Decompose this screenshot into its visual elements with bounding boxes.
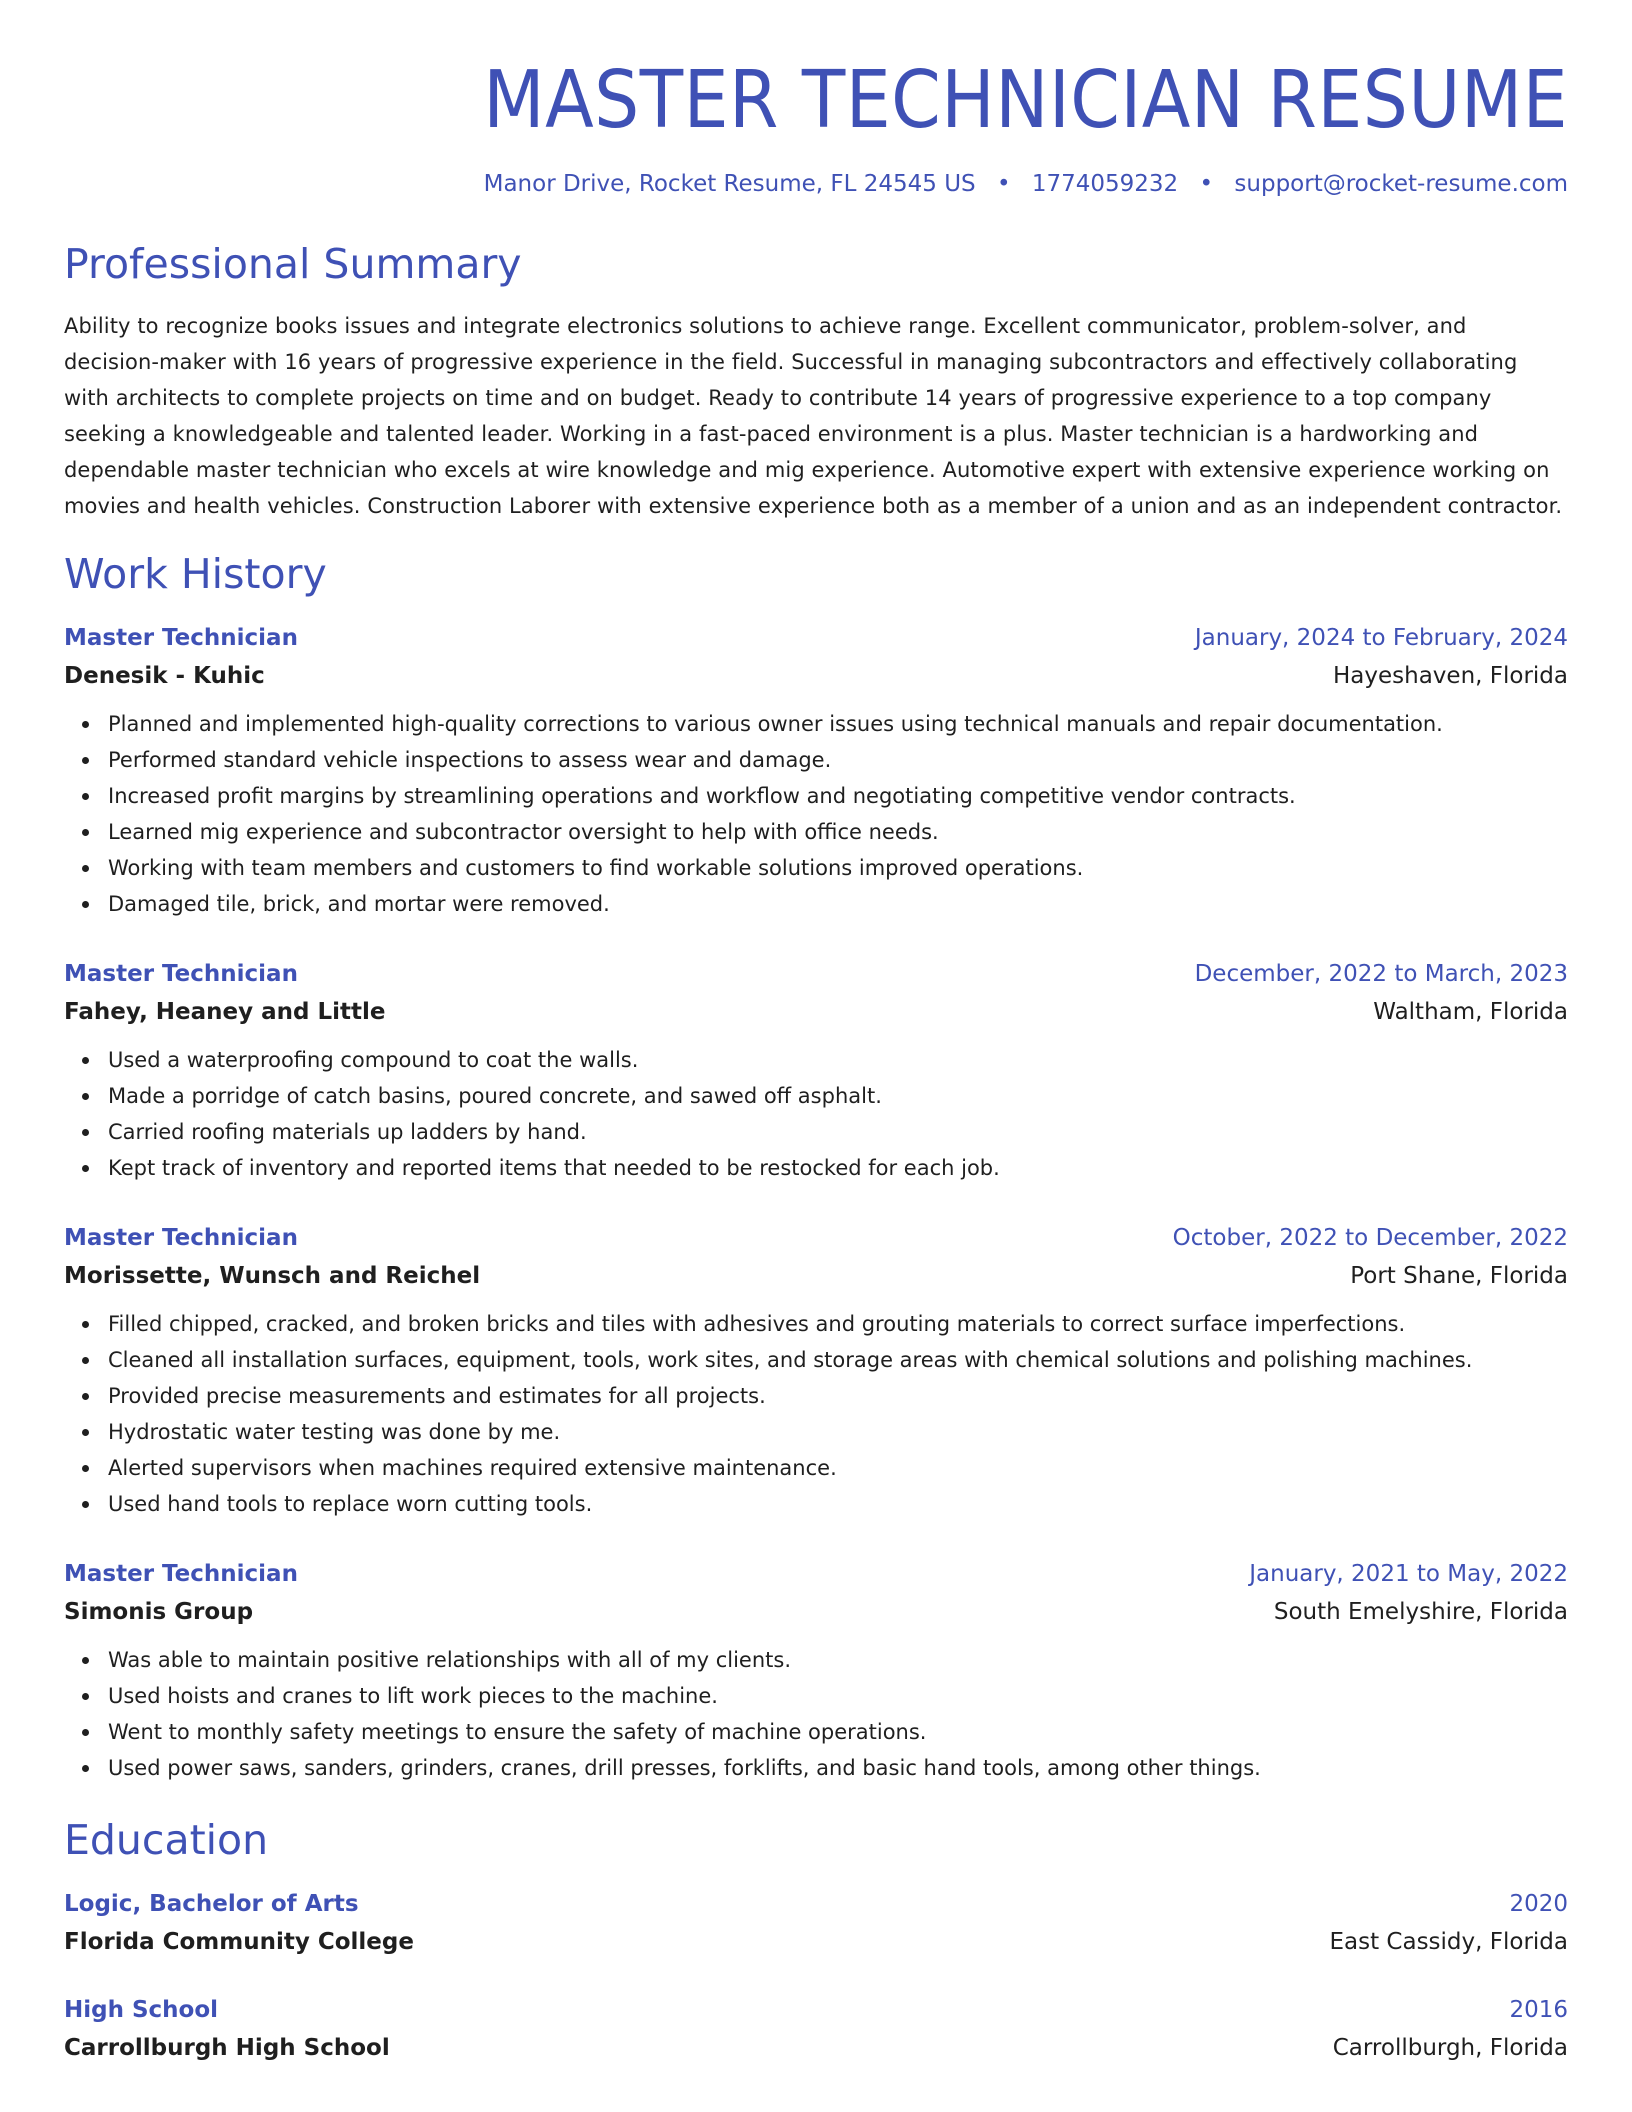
job-bullet: Used power saws, sanders, grinders, cranes, drill presses, forklifts, and basic hand tools, among other things. [108, 1750, 1568, 1786]
job-entry [64, 956, 1568, 1186]
job-bullet: Made a porridge of catch basins, poured concrete, and sawed off asphalt. [108, 1078, 1568, 1114]
job-bullet: Provided precise measurements and estimates for all projects. [108, 1378, 1568, 1414]
contact-email[interactable]: support@rocket-resume.com [1234, 171, 1568, 197]
education-year: 2020 [1509, 1891, 1568, 1917]
job-role: Master Technician [64, 961, 298, 987]
contact-line [64, 168, 1568, 200]
job-location: Waltham, Florida [1373, 999, 1568, 1025]
contact-phone: 1774059232 [1031, 171, 1179, 197]
job-entry [64, 1220, 1568, 1522]
job-location: South Emelyshire, Florida [1273, 1599, 1568, 1625]
job-role: Master Technician [64, 1225, 298, 1251]
job-bullet: Carried roofing materials up ladders by hand. [108, 1114, 1568, 1150]
job-bullet: Increased profit margins by streamlining operations and workflow and negotiating competitive vendor contracts. [108, 778, 1568, 814]
job-role: Master Technician [64, 1561, 298, 1587]
job-bullet: Planned and implemented high-quality corrections to various owner issues using technical manuals and repair documentation. [108, 706, 1568, 742]
job-bullet: Went to monthly safety meetings to ensure the safety of machine operations. [108, 1714, 1568, 1750]
job-dates: December, 2022 to March, 2023 [1194, 961, 1568, 987]
education-degree: Logic, Bachelor of Arts [64, 1891, 359, 1917]
job-bullets [64, 1642, 1568, 1786]
education-degree: High School [64, 1997, 219, 2023]
summary-text: Ability to recognize books issues and integrate electronics solutions to achieve range. Excellent communicator, problem-solver, and decision-maker with 16 years of progressive experience in the field. Successful in managing subcontractors and effectively collaborating with architects to complete projects on time and on budget. Ready to contribute 14 years of progressive experience to a top company seeking a knowledgeable and talented leader. Working in a fast-paced environment is a plus. Master technician is a hardworking and dependable master technician who excels at wire knowledge and mig experience. Automotive expert with extensive experience working on movies and health vehicles. Construction Laborer with extensive experience both as a member of a union and as an independent contractor. [64, 314, 1563, 518]
job-bullet: Performed standard vehicle inspections to assess wear and damage. [108, 742, 1568, 778]
job-company: Denesik - Kuhic [64, 663, 265, 689]
contact-address: Manor Drive, Rocket Resume, FL 24545 US [483, 171, 976, 197]
job-bullet: Was able to maintain positive relationships with all of my clients. [108, 1642, 1568, 1678]
job-dates: October, 2022 to December, 2022 [1172, 1225, 1568, 1251]
job-bullet: Used a waterproofing compound to coat the walls. [108, 1042, 1568, 1078]
job-bullet: Working with team members and customers to find workable solutions improved operations. [108, 850, 1568, 886]
job-bullet: Kept track of inventory and reported items that needed to be restocked for each job. [108, 1150, 1568, 1186]
education-location: Carrollburgh, Florida [1332, 2035, 1568, 2061]
work-history-heading: Work History [64, 550, 327, 598]
education-entry [64, 1992, 1568, 2068]
job-bullet: Used hoists and cranes to lift work pieces to the machine. [108, 1678, 1568, 1714]
job-bullet: Damaged tile, brick, and mortar were removed. [108, 886, 1568, 922]
education-school: Carrollburgh High School [64, 2035, 390, 2061]
job-bullet: Filled chipped, cracked, and broken bricks and tiles with adhesives and grouting materials to correct surface imperfections. [108, 1306, 1568, 1342]
job-bullet: Learned mig experience and subcontractor oversight to help with office needs. [108, 814, 1568, 850]
job-bullets [64, 1306, 1568, 1522]
job-company: Morissette, Wunsch and Reichel [64, 1263, 481, 1289]
job-entry [64, 620, 1568, 922]
education-school: Florida Community College [64, 1929, 414, 1955]
job-dates: January, 2024 to February, 2024 [1194, 625, 1568, 651]
resume-page [64, 0, 1568, 2068]
job-bullets [64, 1042, 1568, 1186]
resume-title: MASTER TECHNICIAN RESUME [483, 54, 1569, 146]
job-location: Port Shane, Florida [1350, 1263, 1568, 1289]
job-role: Master Technician [64, 625, 298, 651]
job-bullet: Used hand tools to replace worn cutting tools. [108, 1486, 1568, 1522]
contact-separator: • [1199, 171, 1214, 197]
job-company: Simonis Group [64, 1599, 254, 1625]
job-bullet: Hydrostatic water testing was done by me. [108, 1414, 1568, 1450]
education-entry [64, 1886, 1568, 1962]
job-dates: January, 2021 to May, 2022 [1249, 1561, 1568, 1587]
job-location: Hayeshaven, Florida [1333, 663, 1568, 689]
education-location: East Cassidy, Florida [1329, 1929, 1568, 1955]
contact-separator: • [996, 171, 1011, 197]
job-bullet: Alerted supervisors when machines required extensive maintenance. [108, 1450, 1568, 1486]
education-year: 2016 [1509, 1997, 1568, 2023]
summary-heading: Professional Summary [64, 240, 522, 288]
education-heading: Education [64, 1816, 269, 1864]
job-company: Fahey, Heaney and Little [64, 999, 386, 1025]
job-bullets [64, 706, 1568, 922]
job-bullet: Cleaned all installation surfaces, equipment, tools, work sites, and storage areas with chemical solutions and polishing machines. [108, 1342, 1568, 1378]
job-entry [64, 1556, 1568, 1786]
